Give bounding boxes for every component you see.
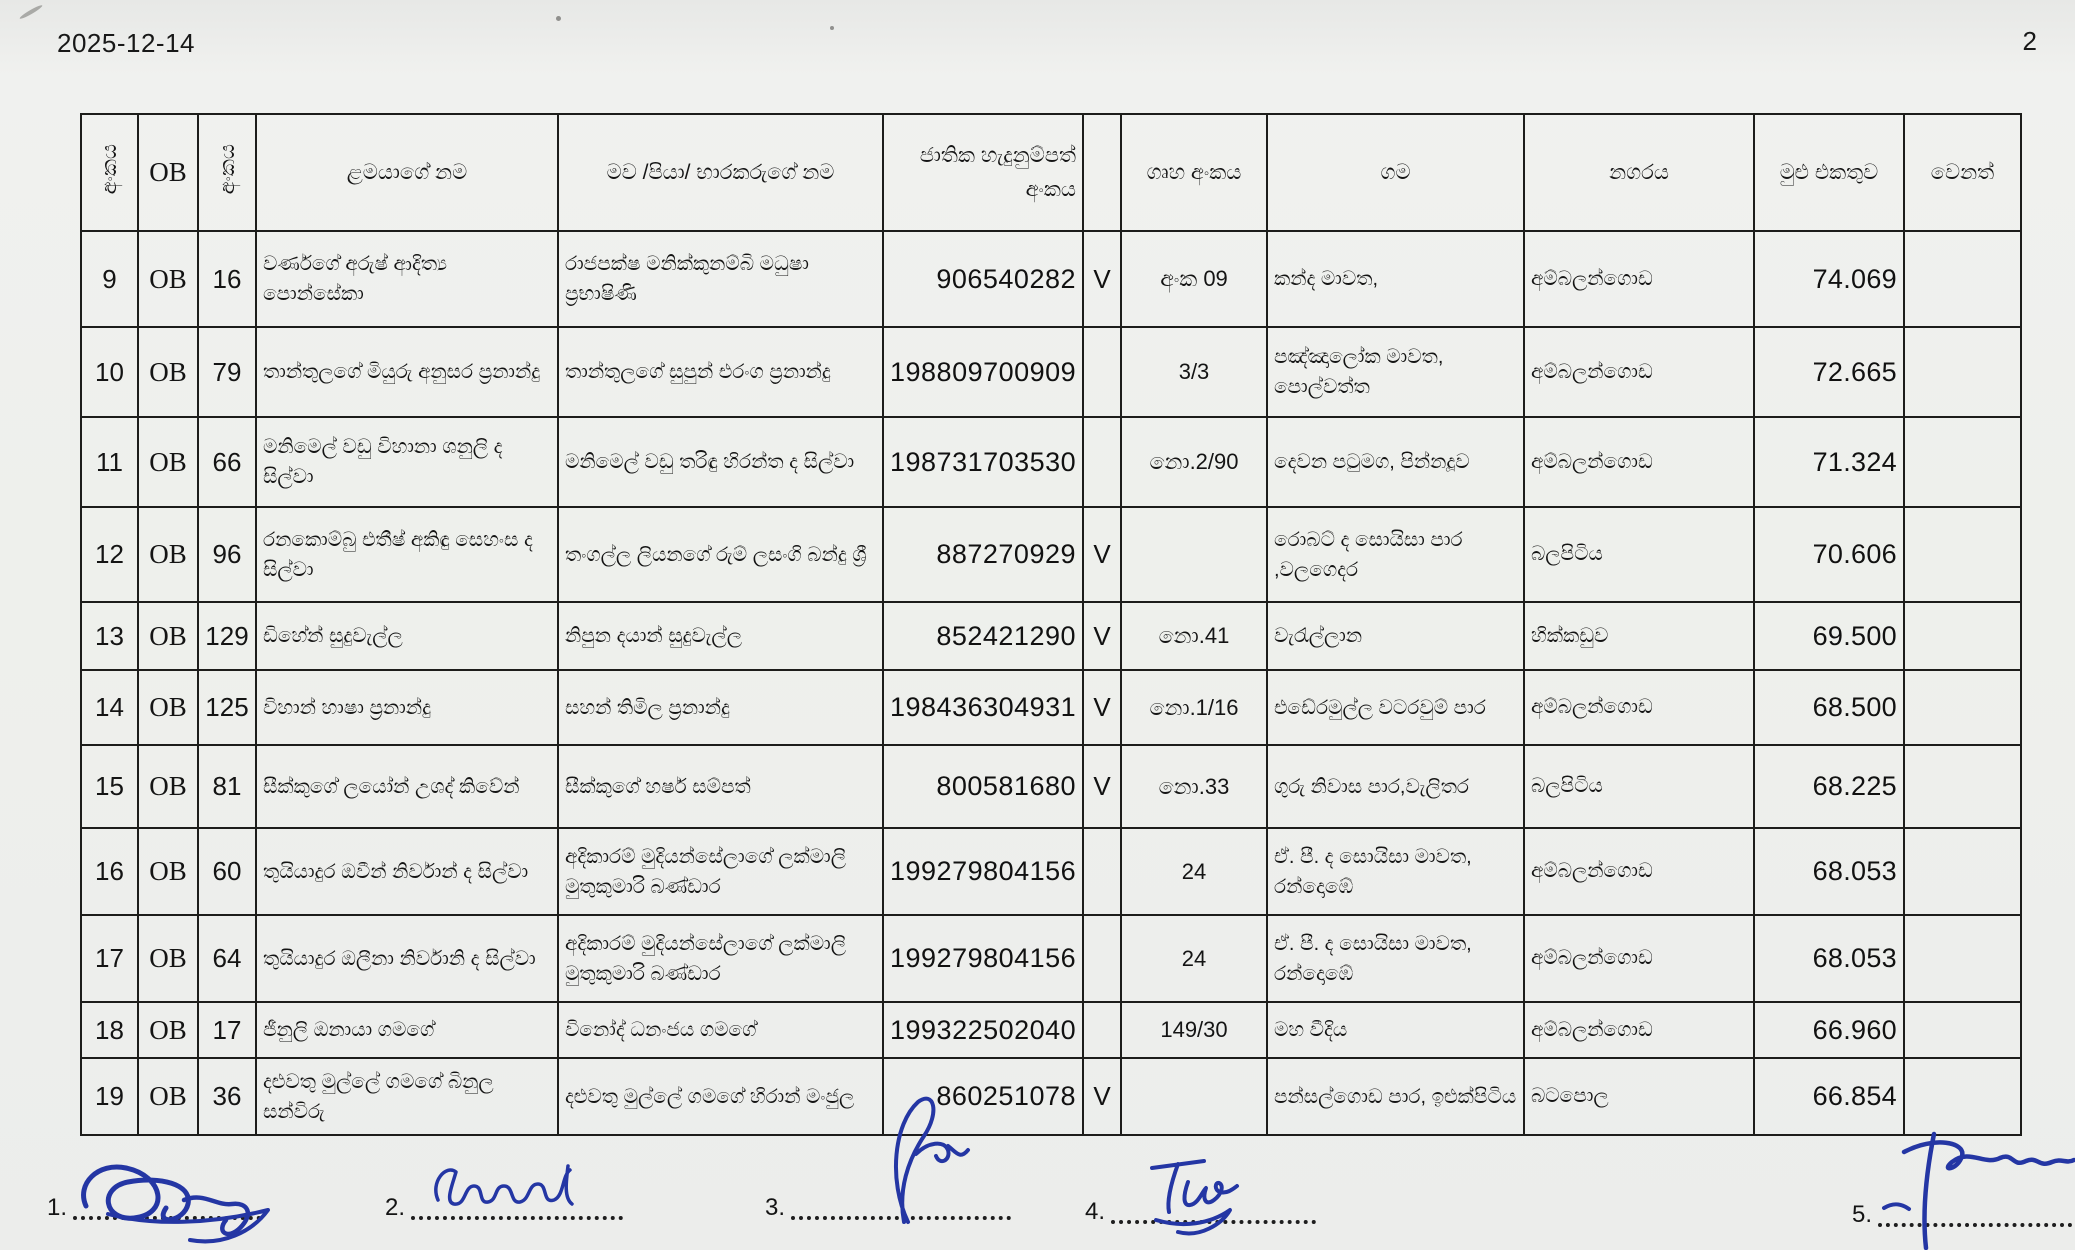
header-village: ගම <box>1267 114 1524 231</box>
cell-village: කන්ද මාවත, <box>1267 231 1524 327</box>
cell-total: 68.053 <box>1754 828 1904 915</box>
cell-house-number: නො.1/16 <box>1121 670 1267 745</box>
cell-other <box>1904 417 2021 507</box>
cell-child-name: වර්ණගේ අරුෂ් ආදිත්‍ය පොන්සේකා <box>256 231 558 327</box>
cell-other <box>1904 327 2021 417</box>
cell-parent-name: නිපුන දයාන් සුදුවැල්ල <box>558 602 883 670</box>
cell-village: මහ වීදිය <box>1267 1002 1524 1058</box>
cell-nic-number: 800581680 <box>883 745 1083 828</box>
cell-other <box>1904 915 2021 1002</box>
cell-child-name: තුයියාදුර ඔවීන් නිර්වාන් ද සිල්වා <box>256 828 558 915</box>
header-admission-no-label: අංකය <box>215 144 239 195</box>
table-row <box>81 507 2021 602</box>
cell-other <box>1904 670 2021 745</box>
cell-nic-suffix <box>1083 915 1121 1002</box>
header-serial-no-label: අංකය <box>98 144 121 195</box>
cell-ob: OB <box>138 602 198 670</box>
cell-ob: OB <box>138 915 198 1002</box>
cell-child-name: මනිමෙල් වඩු විහානා ශනුලි ද සිල්වා <box>256 417 558 507</box>
cell-total: 72.665 <box>1754 327 1904 417</box>
cell-child-name: විහාන් හාෂා ප්‍රනාන්දු <box>256 670 558 745</box>
cell-parent-name: තාන්තුලගේ සුපුන් එරංග ප්‍රනාන්දු <box>558 327 883 417</box>
cell-house-number: 24 <box>1121 915 1267 1002</box>
cell-admission-no: 81 <box>198 745 256 828</box>
cell-town: බලපිටිය <box>1524 507 1754 602</box>
cell-other <box>1904 231 2021 327</box>
cell-serial-no: 16 <box>81 828 138 915</box>
cell-serial-no: 9 <box>81 231 138 327</box>
cell-nic-number: 906540282 <box>883 231 1083 327</box>
signature-label: 3. <box>765 1194 786 1221</box>
cell-village: ගුරු නිවාස පාර,වැලිතර <box>1267 745 1524 828</box>
cell-child-name: තුයියාදුර ඔලීනා නිර්වානි ද සිල්වා <box>256 915 558 1002</box>
cell-parent-name: සහන් තිමිල ප්‍රනාන්දු <box>558 670 883 745</box>
cell-serial-no: 19 <box>81 1058 138 1135</box>
cell-total: 69.500 <box>1754 602 1904 670</box>
cell-admission-no: 129 <box>198 602 256 670</box>
header-town: නගරය <box>1524 114 1754 231</box>
cell-town: අම්බලන්ගොඩ <box>1524 828 1754 915</box>
signature-line <box>1878 1217 2075 1227</box>
table-row <box>81 1058 2021 1135</box>
cell-other <box>1904 507 2021 602</box>
cell-village: පඤ්ඤාලෝක මාවත, පොල්වත්ත <box>1267 327 1524 417</box>
cell-nic-number: 199322502040 <box>883 1002 1083 1058</box>
cell-nic-suffix: V <box>1083 602 1121 670</box>
cell-child-name: රනකොම්බු එතීෂ් අකිඳු සෙහංස ද සිල්වා <box>256 507 558 602</box>
cell-parent-name: මනිමෙල් වඩු තරිඳු හිරන්ත ද සිල්වා <box>558 417 883 507</box>
signature-label: 4. <box>1085 1198 1106 1225</box>
cell-village: පන්සල්ගොඩ පාර, ඉළුක්පිටිය <box>1267 1058 1524 1135</box>
cell-parent-name: අදිකාරම් මුදියන්සේලාගේ ලක්මාලි මුතුකුමාරි බණ්ඩාර <box>558 828 883 915</box>
cell-town: බලපිටිය <box>1524 745 1754 828</box>
cell-nic-suffix <box>1083 828 1121 915</box>
cell-parent-name: දළුවතු මුල්ලේ ගමගේ හිරාන් මංජුල <box>558 1058 883 1135</box>
header-house-no: ගෘහ අංකය <box>1121 114 1267 231</box>
cell-admission-no: 17 <box>198 1002 256 1058</box>
table-row <box>81 828 2021 915</box>
table-row <box>81 1002 2021 1058</box>
cell-other <box>1904 602 2021 670</box>
cell-house-number: නො.33 <box>1121 745 1267 828</box>
cell-nic-suffix <box>1083 1002 1121 1058</box>
cell-serial-no: 12 <box>81 507 138 602</box>
table-row <box>81 745 2021 828</box>
signature-slot-1 <box>47 1196 261 1220</box>
cell-house-number: 149/30 <box>1121 1002 1267 1058</box>
header-child-name: ළමයාගේ නම <box>256 114 558 231</box>
cell-nic-number: 198436304931 <box>883 670 1083 745</box>
cell-serial-no: 11 <box>81 417 138 507</box>
table-body <box>81 231 2021 1135</box>
cell-town: අම්බලන්ගොඩ <box>1524 417 1754 507</box>
cell-village: ඒ. පී. ද සොයිසා මාවත, රන්දොඹේ <box>1267 915 1524 1002</box>
cell-ob: OB <box>138 1002 198 1058</box>
cell-admission-no: 36 <box>198 1058 256 1135</box>
handwritten-signature-4 <box>1138 1148 1263 1243</box>
cell-nic-suffix: V <box>1083 231 1121 327</box>
cell-nic-number: 852421290 <box>883 602 1083 670</box>
cell-village: වැරැල්ලාන <box>1267 602 1524 670</box>
cell-ob: OB <box>138 417 198 507</box>
header-serial-no <box>81 114 138 231</box>
cell-admission-no: 79 <box>198 327 256 417</box>
table-row <box>81 327 2021 417</box>
cell-nic-suffix <box>1083 417 1121 507</box>
header-parent-name: මව /පියා/ භාරකරුගේ නම <box>558 114 883 231</box>
cell-serial-no: 15 <box>81 745 138 828</box>
cell-admission-no: 96 <box>198 507 256 602</box>
header-nic-suffix <box>1083 114 1121 231</box>
cell-nic-number: 887270929 <box>883 507 1083 602</box>
cell-village: රොබට් ද සොයිසා පාර ,වලගෙදර <box>1267 507 1524 602</box>
cell-house-number: නො.2/90 <box>1121 417 1267 507</box>
cell-admission-no: 60 <box>198 828 256 915</box>
cell-parent-name: අදිකාරම් මුදියන්සේලාගේ ලක්මාලි මුතුකුමාරි බණ්ඩාර <box>558 915 883 1002</box>
cell-other <box>1904 828 2021 915</box>
cell-nic-suffix: V <box>1083 670 1121 745</box>
cell-nic-suffix: V <box>1083 1058 1121 1135</box>
cell-house-number: නො.41 <box>1121 602 1267 670</box>
signature-slot-2 <box>385 1196 623 1220</box>
cell-child-name: තාන්තුලගේ මියුරු අනුසර ප්‍රනාන්දු <box>256 327 558 417</box>
cell-total: 71.324 <box>1754 417 1904 507</box>
cell-nic-number: 198809700909 <box>883 327 1083 417</box>
scan-date: 2025-12-14 <box>57 28 195 58</box>
cell-parent-name: සීක්කුගේ හර්ෂ සම්පත් <box>558 745 883 828</box>
cell-town: අම්බලන්ගොඩ <box>1524 327 1754 417</box>
header-ob: OB <box>138 114 198 231</box>
table-row <box>81 602 2021 670</box>
cell-total: 68.500 <box>1754 670 1904 745</box>
cell-parent-name: රාජපක්ෂ මනික්කුනම්බි මධුෂා ප්‍රභාෂිණි <box>558 231 883 327</box>
signature-label: 2. <box>385 1194 406 1221</box>
cell-village: දෙවන පටුමග, පින්නදූව <box>1267 417 1524 507</box>
cell-town: හික්කඩුව <box>1524 602 1754 670</box>
student-list-table <box>80 113 2022 1136</box>
cell-admission-no: 66 <box>198 417 256 507</box>
cell-nic-number: 860251078 <box>883 1058 1083 1135</box>
signature-line <box>1111 1214 1316 1224</box>
cell-serial-no: 10 <box>81 327 138 417</box>
cell-total: 66.960 <box>1754 1002 1904 1058</box>
cell-ob: OB <box>138 507 198 602</box>
header-admission-no <box>198 114 256 231</box>
table-row <box>81 231 2021 327</box>
cell-child-name: ඩිහේන් සුදුවැල්ල <box>256 602 558 670</box>
signature-line <box>411 1210 623 1220</box>
cell-other <box>1904 1058 2021 1135</box>
cell-child-name: සීක්කුගේ ලයෝන් උශද් කිවේන් <box>256 745 558 828</box>
cell-admission-no: 125 <box>198 670 256 745</box>
cell-parent-name: තංගල්ල ලියනගේ රුම් ලසංගි බන්දු ශ්‍රී <box>558 507 883 602</box>
cell-village: එඩේරමුල්ල වටරවුම් පාර <box>1267 670 1524 745</box>
cell-total: 68.225 <box>1754 745 1904 828</box>
cell-town: අම්බලන්ගොඩ <box>1524 670 1754 745</box>
cell-ob: OB <box>138 828 198 915</box>
cell-other <box>1904 745 2021 828</box>
cell-house-number <box>1121 1058 1267 1135</box>
table-row <box>81 670 2021 745</box>
header-total: මුළු එකතුව <box>1754 114 1904 231</box>
table-row <box>81 915 2021 1002</box>
cell-ob: OB <box>138 670 198 745</box>
scan-speck <box>19 4 44 20</box>
cell-nic-number: 199279804156 <box>883 828 1083 915</box>
cell-serial-no: 14 <box>81 670 138 745</box>
cell-ob: OB <box>138 231 198 327</box>
signature-label: 5. <box>1852 1201 1873 1228</box>
header-row <box>81 114 2021 231</box>
cell-serial-no: 18 <box>81 1002 138 1058</box>
table-row <box>81 417 2021 507</box>
cell-total: 68.053 <box>1754 915 1904 1002</box>
cell-house-number: 24 <box>1121 828 1267 915</box>
table-header <box>81 114 2021 231</box>
cell-admission-no: 64 <box>198 915 256 1002</box>
cell-town: බටපොල <box>1524 1058 1754 1135</box>
cell-ob: OB <box>138 327 198 417</box>
header-nic: ජාතික හැදුනුම්පත් අංකය <box>883 114 1083 231</box>
cell-child-name: ජීනුලි ඔනායා ගමගේ <box>256 1002 558 1058</box>
cell-other <box>1904 1002 2021 1058</box>
page-number: 2 <box>2022 26 2037 56</box>
cell-ob: OB <box>138 745 198 828</box>
cell-ob: OB <box>138 1058 198 1135</box>
cell-child-name: දළුවතු මුල්ලේ ගමගේ බිනුල සන්විරු <box>256 1058 558 1135</box>
signature-label: 1. <box>47 1194 68 1221</box>
cell-total: 66.854 <box>1754 1058 1904 1135</box>
cell-house-number: අංක 09 <box>1121 231 1267 327</box>
cell-town: අම්බලන්ගොඩ <box>1524 231 1754 327</box>
cell-town: අම්බලන්ගොඩ <box>1524 1002 1754 1058</box>
cell-total: 70.606 <box>1754 507 1904 602</box>
scan-speck <box>830 26 834 30</box>
scan-speck <box>556 16 561 21</box>
cell-total: 74.069 <box>1754 231 1904 327</box>
cell-house-number <box>1121 507 1267 602</box>
header-other: වෙනත් <box>1904 114 2021 231</box>
signature-slot-4 <box>1085 1200 1316 1224</box>
cell-village: ඒ. පී. ද සොයිසා මාවත, රන්දොඹේ <box>1267 828 1524 915</box>
cell-serial-no: 13 <box>81 602 138 670</box>
cell-nic-suffix: V <box>1083 745 1121 828</box>
cell-nic-number: 199279804156 <box>883 915 1083 1002</box>
signature-line <box>73 1210 261 1220</box>
signature-slot-5 <box>1852 1203 2075 1227</box>
signature-slot-3 <box>765 1196 1011 1220</box>
cell-nic-suffix: V <box>1083 507 1121 602</box>
cell-parent-name: විනෝද් ධනංජය ගමගේ <box>558 1002 883 1058</box>
cell-house-number: 3/3 <box>1121 327 1267 417</box>
cell-nic-number: 198731703530 <box>883 417 1083 507</box>
cell-serial-no: 17 <box>81 915 138 1002</box>
cell-town: අම්බලන්ගොඩ <box>1524 915 1754 1002</box>
cell-admission-no: 16 <box>198 231 256 327</box>
cell-nic-suffix <box>1083 327 1121 417</box>
signature-line <box>791 1210 1011 1220</box>
